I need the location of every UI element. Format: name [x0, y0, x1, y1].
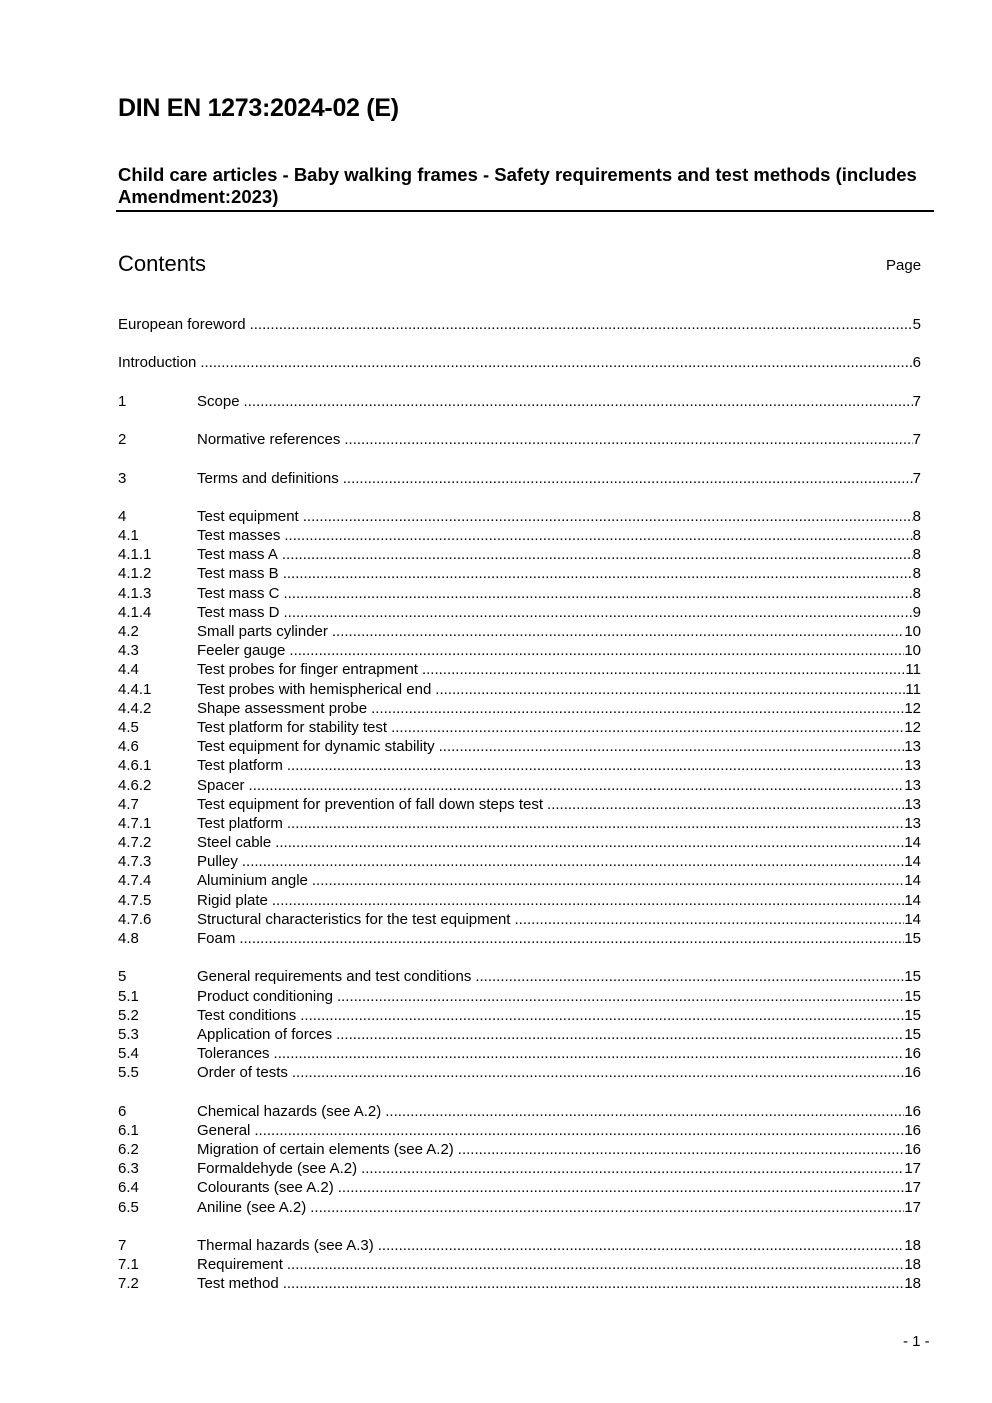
toc-entry-number: 7.2 [118, 1275, 139, 1293]
toc-entry-title: Steel cable [197, 834, 272, 852]
toc-entry-page: 17 [904, 1198, 921, 1216]
toc-entry-number: 6.5 [118, 1198, 139, 1216]
toc-entry-title: Rigid plate [197, 891, 268, 909]
toc-dot-leader [361, 1159, 904, 1178]
toc-entry-title: Small parts cylinder [197, 623, 328, 640]
toc-dot-leader [284, 526, 912, 545]
toc-entry-title: Thermal hazards (see A.3) [197, 1237, 374, 1254]
toc-entry-page: 8 [912, 565, 921, 583]
toc-entry-number: 4.8 [118, 930, 139, 947]
toc-dot-leader [435, 680, 905, 699]
toc-entry-title: Test equipment [197, 507, 299, 525]
toc-dot-leader [287, 814, 904, 833]
toc-entry[interactable] [118, 699, 921, 718]
page-number: - 1 - [903, 1333, 930, 1350]
toc-entry[interactable] [118, 526, 921, 545]
toc-entry-page: 12 [904, 718, 921, 736]
toc-entry-page: 14 [904, 872, 921, 890]
toc-entry[interactable] [118, 795, 921, 814]
toc-dot-leader [287, 1255, 904, 1274]
toc-entry-title: Test platform [197, 757, 283, 775]
toc-entry-title: Order of tests [197, 1064, 288, 1082]
toc-dot-leader [200, 353, 912, 372]
toc-entry[interactable] [118, 315, 921, 334]
toc-entry-page: 9 [912, 603, 921, 621]
toc-entry-page: 8 [912, 584, 921, 602]
toc-entry-title: Test platform [197, 814, 283, 832]
toc-entry-number: 4.4 [118, 661, 139, 679]
toc-entry[interactable] [118, 1274, 921, 1293]
document-subtitle: Child care articles - Baby walking frames - Safety requirements and test methods (includes Amendment:2023) [118, 164, 917, 207]
toc-entry-page: 17 [904, 1179, 921, 1197]
toc-group [118, 392, 921, 411]
toc-dot-leader [242, 852, 904, 871]
toc-entry-page: 17 [904, 1160, 921, 1178]
toc-dot-leader [303, 507, 913, 526]
toc-entry-page: 16 [904, 1102, 921, 1120]
toc-dot-leader [244, 392, 913, 411]
toc-dot-leader [254, 1121, 904, 1140]
toc-entry-page: 7 [912, 392, 921, 410]
toc-entry[interactable] [118, 1063, 921, 1082]
toc-entry[interactable] [118, 545, 921, 564]
toc-entry-number: 5.4 [118, 1045, 139, 1063]
toc-dot-leader [475, 967, 904, 986]
toc-entry-title: Formaldehyde (see A.2) [197, 1160, 358, 1178]
toc-entry-page: 10 [904, 642, 921, 660]
toc-entry-number: 6 [118, 1102, 127, 1120]
toc-dot-leader [343, 469, 913, 488]
title-divider [116, 210, 934, 212]
toc-dot-leader [439, 737, 905, 756]
toc-entry-page: 11 [905, 680, 921, 698]
toc-dot-leader [289, 641, 904, 660]
toc-dot-leader [337, 987, 904, 1006]
toc-dot-leader [458, 1140, 905, 1159]
toc-entry[interactable] [118, 1121, 921, 1140]
toc-dot-leader [287, 756, 904, 775]
toc-entry-number: 4.1.3 [118, 584, 152, 602]
toc-entry[interactable] [118, 1044, 921, 1063]
toc-entry-title: Scope [197, 392, 240, 410]
table-of-contents [118, 315, 921, 1313]
toc-entry[interactable] [118, 891, 921, 910]
toc-dot-leader [275, 833, 904, 852]
toc-entry-title: Tolerances [197, 1045, 270, 1063]
toc-entry-title: Structural characteristics for the test equipment [197, 910, 511, 928]
toc-entry-page: 15 [904, 968, 921, 986]
toc-entry-number: 5.1 [118, 987, 139, 1005]
toc-entry-title: Test conditions [197, 1006, 297, 1024]
toc-entry-page: 16 [904, 1141, 921, 1159]
toc-group [118, 315, 921, 334]
toc-entry[interactable] [118, 353, 921, 372]
toc-entry[interactable] [118, 833, 921, 852]
toc-entry-number: 4.7.6 [118, 910, 152, 928]
toc-dot-leader [338, 1178, 905, 1197]
toc-entry[interactable] [118, 814, 921, 833]
toc-entry[interactable] [118, 507, 921, 526]
toc-entry[interactable] [118, 737, 921, 756]
toc-entry-number: 6.4 [118, 1179, 139, 1197]
toc-entry-number: 1 [118, 392, 127, 410]
toc-entry-title: Aniline (see A.2) [197, 1198, 307, 1216]
toc-entry-page: 14 [904, 834, 921, 852]
toc-entry-title: Test platform for stability test [197, 718, 388, 736]
toc-entry-number: 5.2 [118, 1006, 139, 1024]
toc-group [118, 507, 921, 948]
toc-entry-title: General requirements and test conditions [197, 968, 472, 986]
toc-entry[interactable] [118, 718, 921, 737]
toc-entry[interactable] [118, 1159, 921, 1178]
toc-entry[interactable] [118, 929, 921, 948]
toc-entry-page: 13 [904, 776, 921, 794]
toc-dot-leader [514, 910, 904, 929]
toc-dot-leader [378, 1236, 905, 1255]
toc-entry-number: 4.7.2 [118, 834, 152, 852]
toc-entry-title: Foam [197, 930, 236, 947]
toc-entry-title: Application of forces [197, 1025, 333, 1043]
toc-entry[interactable] [118, 756, 921, 775]
toc-entry-number: 4.7.1 [118, 814, 152, 832]
toc-dot-leader [249, 776, 905, 795]
toc-entry[interactable] [118, 987, 921, 1006]
toc-entry-page: 18 [904, 1256, 921, 1274]
toc-entry-title: Terms and definitions [197, 469, 339, 487]
toc-entry[interactable] [118, 564, 921, 583]
toc-entry[interactable] [118, 1025, 921, 1044]
toc-entry[interactable] [118, 910, 921, 929]
toc-entry-page: 8 [912, 546, 921, 564]
toc-entry[interactable] [118, 1178, 921, 1197]
toc-dot-leader [336, 1025, 904, 1044]
toc-entry-page: 16 [904, 1045, 921, 1063]
toc-entry-number: 4.7.3 [118, 853, 152, 871]
toc-entry[interactable] [118, 660, 921, 679]
toc-entry[interactable] [118, 852, 921, 871]
toc-entry-title: Requirement [197, 1256, 283, 1274]
toc-dot-leader [284, 603, 913, 622]
toc-entry[interactable] [118, 967, 921, 986]
toc-entry-page: 7 [912, 469, 921, 487]
toc-entry[interactable] [118, 622, 921, 641]
toc-entry-number: 4.2 [118, 623, 139, 640]
toc-dot-leader [371, 699, 904, 718]
toc-entry-title: Shape assessment probe [197, 699, 368, 717]
toc-entry-number: 7 [118, 1237, 127, 1254]
toc-entry-number: 4.7.4 [118, 872, 152, 890]
toc-entry-number: 4.5 [118, 718, 139, 736]
document-title: DIN EN 1273:2024-02 (E) [118, 94, 399, 122]
toc-entry-number: 5.3 [118, 1025, 139, 1043]
toc-entry-number: 4.1.1 [118, 546, 152, 564]
toc-entry-title: Chemical hazards (see A.2) [197, 1102, 382, 1120]
toc-dot-leader [283, 1274, 905, 1293]
toc-entry[interactable] [118, 1140, 921, 1159]
toc-dot-leader [250, 315, 913, 334]
toc-entry-number: 6.2 [118, 1141, 139, 1159]
toc-entry-number: 4 [118, 507, 127, 525]
toc-entry-page: 13 [904, 795, 921, 813]
toc-group [118, 430, 921, 449]
toc-entry-number: 4.1 [118, 527, 139, 545]
toc-dot-leader [274, 1044, 905, 1063]
toc-entry-page: 18 [904, 1237, 921, 1254]
toc-entry-number: 5.5 [118, 1064, 139, 1082]
toc-entry-page: 14 [904, 910, 921, 928]
toc-entry-title: Migration of certain elements (see A.2) [197, 1141, 454, 1159]
toc-entry-number: 3 [118, 469, 127, 487]
toc-entry-page: 15 [904, 1006, 921, 1024]
toc-entry[interactable] [118, 603, 921, 622]
toc-entry-page: 8 [912, 507, 921, 525]
toc-entry[interactable] [118, 680, 921, 699]
toc-dot-leader [422, 660, 905, 679]
toc-entry-page: 13 [904, 814, 921, 832]
toc-entry-page: 16 [904, 1121, 921, 1139]
toc-dot-leader [239, 929, 904, 948]
toc-entry-title: Test masses [197, 527, 281, 545]
toc-entry[interactable] [118, 1198, 921, 1217]
toc-dot-leader [283, 564, 913, 583]
contents-heading: Contents [118, 251, 207, 276]
toc-entry[interactable] [118, 469, 921, 488]
toc-entry-title: Pulley [197, 853, 238, 871]
toc-dot-leader [310, 1198, 904, 1217]
toc-entry-page: 8 [912, 527, 921, 545]
toc-group [118, 1102, 921, 1217]
toc-entry-number: 4.4.2 [118, 699, 152, 717]
toc-entry-page: 6 [912, 354, 921, 372]
toc-entry-title: Test probes with hemispherical end [197, 680, 432, 698]
toc-entry-title: Test method [197, 1275, 279, 1293]
toc-entry-number: 4.7.5 [118, 891, 152, 909]
toc-entry-number: 4.1.4 [118, 603, 152, 621]
toc-entry-page: 5 [912, 316, 921, 333]
toc-dot-leader [292, 1063, 904, 1082]
page-column-label: Page [886, 257, 922, 274]
toc-entry-page: 15 [904, 987, 921, 1005]
toc-dot-leader [344, 430, 912, 449]
toc-entry-title: Test mass A [197, 546, 278, 564]
toc-dot-leader [391, 718, 904, 737]
toc-dot-leader [312, 871, 904, 890]
toc-entry-title: Test mass C [197, 584, 280, 602]
toc-entry-title: Test equipment for prevention of fall down steps test [197, 795, 544, 813]
toc-entry[interactable] [118, 1236, 921, 1255]
toc-entry[interactable] [118, 641, 921, 660]
toc-entry-number: 4.4.1 [118, 680, 152, 698]
toc-entry[interactable] [118, 392, 921, 411]
toc-entry[interactable] [118, 1006, 921, 1025]
toc-entry[interactable] [118, 584, 921, 603]
toc-entry-page: 14 [904, 853, 921, 871]
toc-group [118, 1236, 921, 1294]
toc-dot-leader [385, 1102, 904, 1121]
toc-entry-page: 13 [904, 738, 921, 756]
toc-dot-leader [282, 545, 913, 564]
toc-entry-title: Test probes for finger entrapment [197, 661, 418, 679]
toc-entry[interactable] [118, 1102, 921, 1121]
toc-entry-number: 6.3 [118, 1160, 139, 1178]
toc-group [118, 967, 921, 1082]
toc-entry-number: 5 [118, 968, 127, 986]
toc-dot-leader [332, 622, 904, 641]
toc-entry-page: 13 [904, 757, 921, 775]
toc-dot-leader [284, 584, 913, 603]
toc-entry-page: 11 [905, 661, 921, 679]
toc-entry-title: European foreword [118, 316, 246, 333]
toc-entry-number: 4.7 [118, 795, 139, 813]
toc-entry-page: 14 [904, 891, 921, 909]
toc-entry[interactable] [118, 1255, 921, 1274]
toc-entry-title: General [197, 1121, 251, 1139]
toc-entry-title: Feeler gauge [197, 642, 286, 660]
toc-entry[interactable] [118, 430, 921, 449]
toc-dot-leader [547, 795, 904, 814]
toc-entry[interactable] [118, 871, 921, 890]
toc-entry[interactable] [118, 776, 921, 795]
toc-entry-number: 2 [118, 431, 127, 449]
toc-entry-page: 15 [904, 930, 921, 947]
toc-entry-number: 4.1.2 [118, 565, 152, 583]
toc-entry-title: Test mass B [197, 565, 279, 583]
toc-entry-page: 7 [912, 431, 921, 449]
toc-entry-number: 4.6.1 [118, 757, 152, 775]
toc-entry-title: Spacer [197, 776, 245, 794]
toc-entry-number: 6.1 [118, 1121, 139, 1139]
toc-entry-page: 12 [904, 699, 921, 717]
toc-entry-page: 16 [904, 1064, 921, 1082]
toc-entry-number: 4.6 [118, 738, 139, 756]
toc-entry-page: 18 [904, 1275, 921, 1293]
toc-entry-title: Test mass D [197, 603, 280, 621]
toc-entry-title: Aluminium angle [197, 872, 308, 890]
toc-entry-number: 4.3 [118, 642, 139, 660]
toc-entry-title: Normative references [197, 431, 341, 449]
toc-entry-title: Test equipment for dynamic stability [197, 738, 435, 756]
toc-entry-page: 15 [904, 1025, 921, 1043]
toc-entry-title: Product conditioning [197, 987, 333, 1005]
toc-entry-title: Introduction [118, 354, 197, 372]
toc-dot-leader [272, 891, 904, 910]
toc-group [118, 353, 921, 372]
toc-entry-title: Colourants (see A.2) [197, 1179, 334, 1197]
toc-group [118, 469, 921, 488]
toc-entry-number: 4.6.2 [118, 776, 152, 794]
toc-dot-leader [300, 1006, 904, 1025]
toc-entry-page: 10 [904, 623, 921, 640]
toc-entry-number: 7.1 [118, 1256, 139, 1274]
